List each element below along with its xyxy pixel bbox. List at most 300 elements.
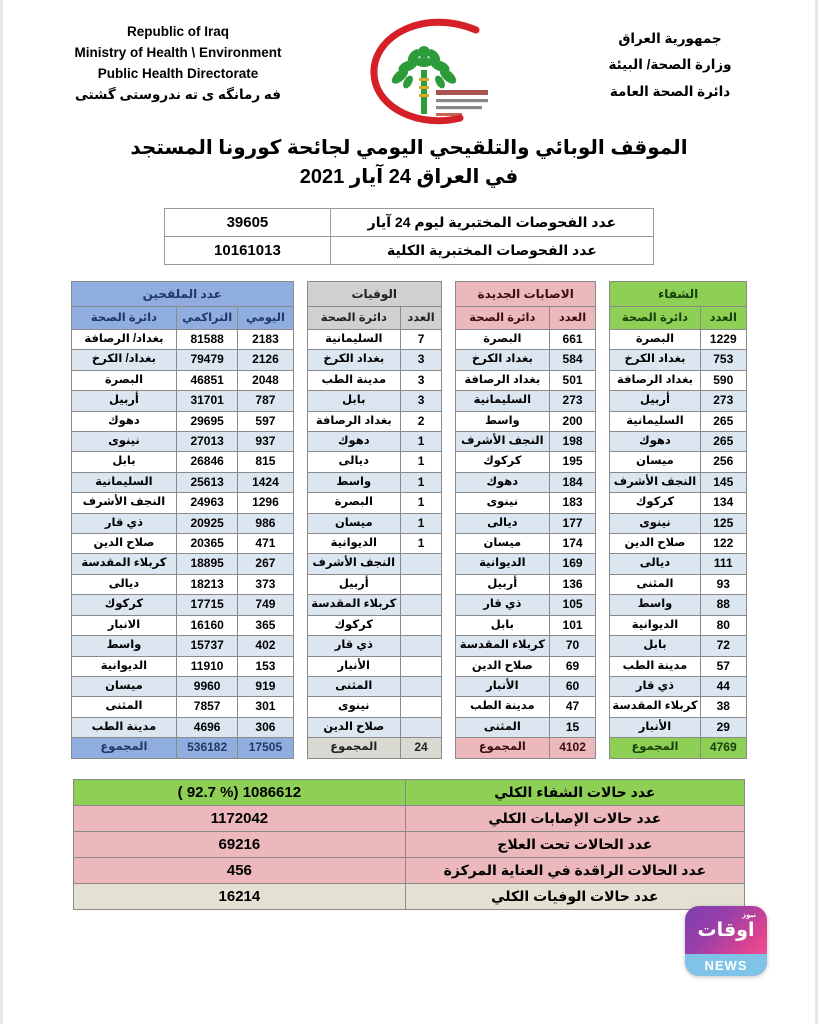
vaccination-cumulative: 11910	[176, 656, 238, 676]
recovered-col-district: دائرة الصحة	[610, 307, 700, 330]
vaccination-district: كركوك	[72, 595, 177, 615]
vaccination-district: بابل	[72, 452, 177, 472]
deaths-district: ديالى	[307, 452, 401, 472]
table-row	[455, 534, 595, 554]
table-row	[455, 432, 595, 452]
table-row	[455, 554, 595, 574]
table-row	[307, 411, 441, 431]
new_cases-count: 70	[549, 636, 596, 656]
table-row	[307, 574, 441, 594]
vaccination-district: بغداد/ الرصافة	[72, 330, 177, 350]
header-english-line-1: Republic of Iraq	[126, 24, 229, 39]
table-row	[307, 452, 441, 472]
vaccination-daily: 2126	[238, 350, 293, 370]
deaths-count: 1	[401, 493, 442, 513]
deaths-district: كركوك	[307, 615, 401, 635]
table-row	[72, 595, 294, 615]
table-row	[72, 411, 294, 431]
deaths-count: 3	[401, 350, 442, 370]
recovered-district: بابل	[610, 636, 700, 656]
new-cases-col-count: العدد	[549, 307, 596, 330]
recovered-district: البصرة	[610, 330, 700, 350]
recovered-total-count: 4769	[700, 738, 746, 758]
deaths-district: الأنبار	[307, 656, 401, 676]
table-row	[610, 656, 747, 676]
table-row	[72, 534, 294, 554]
header-arabic-line-1: جمهورية العراق	[618, 31, 722, 46]
tests-row-value: 10161013	[165, 237, 331, 265]
new_cases-count: 105	[549, 595, 596, 615]
table-total-row	[610, 738, 747, 758]
vaccination-group-header: عدد الملقحين	[72, 282, 294, 307]
recovered-district: كربلاء المقدسة	[610, 697, 700, 717]
recovered-col-count: العدد	[700, 307, 746, 330]
vaccination-cumulative: 25613	[176, 472, 238, 492]
vaccination-daily: 153	[238, 656, 293, 676]
table-row	[610, 472, 747, 492]
table-row	[455, 697, 595, 717]
new_cases-count: 60	[549, 676, 596, 696]
table-row	[72, 717, 294, 737]
header-arabic-line-2: وزارة الصحة/ البيئة	[608, 57, 732, 73]
vaccination-table	[71, 281, 294, 759]
vaccination-district: البصرة	[72, 370, 177, 390]
deaths-count: 1	[401, 432, 442, 452]
document-header	[3, 0, 815, 118]
watermark-brand-superscript: نيوز	[742, 912, 756, 919]
table-row	[307, 676, 441, 696]
new_cases-count: 136	[549, 574, 596, 594]
deaths-count	[401, 595, 442, 615]
new_cases-district: مدينة الطب	[455, 697, 549, 717]
vaccination-daily: 919	[238, 676, 293, 696]
deaths-count: 7	[401, 330, 442, 350]
table-row	[610, 595, 747, 615]
table-row	[610, 534, 747, 554]
table-row	[610, 615, 747, 635]
table-row	[455, 330, 595, 350]
new_cases-count: 169	[549, 554, 596, 574]
new_cases-count: 195	[549, 452, 596, 472]
table-row	[610, 636, 747, 656]
new_cases-district: كركوك	[455, 452, 549, 472]
deaths-total-label: المجموع	[307, 738, 401, 758]
table-row	[610, 432, 747, 452]
deaths-table	[307, 281, 442, 759]
table-row	[72, 370, 294, 390]
vaccination-cumulative: 20925	[176, 513, 238, 533]
table-row	[610, 513, 747, 533]
new_cases-district: بغداد الكرخ	[455, 350, 549, 370]
table-total-row	[72, 738, 294, 758]
new_cases-count: 200	[549, 411, 596, 431]
deaths-count: 1	[401, 452, 442, 472]
table-row	[72, 513, 294, 533]
table-total-row	[307, 738, 441, 758]
deaths-col-count: العدد	[401, 307, 442, 330]
vaccination-cumulative: 15737	[176, 636, 238, 656]
tests-row	[165, 237, 654, 265]
summary-row	[74, 805, 745, 831]
new_cases-count: 584	[549, 350, 596, 370]
recovered-count: 125	[700, 513, 746, 533]
table-row	[610, 676, 747, 696]
table-row	[72, 391, 294, 411]
table-total-row	[455, 738, 595, 758]
new_cases-district: نينوى	[455, 493, 549, 513]
deaths-district: واسط	[307, 472, 401, 492]
recovered-district: ديالى	[610, 554, 700, 574]
vaccination-daily: 373	[238, 574, 293, 594]
table-row	[610, 452, 747, 472]
vaccination-cumulative: 27013	[176, 432, 238, 452]
recovered-count: 145	[700, 472, 746, 492]
recovered-group-header: الشفاء	[610, 282, 747, 307]
vaccination-daily: 749	[238, 595, 293, 615]
deaths-district: صلاح الدين	[307, 717, 401, 737]
title-line-1: الموقف الوبائي والتلقيحي اليومي لجائحة كورونا المستجد	[130, 137, 688, 159]
new_cases-count: 174	[549, 534, 596, 554]
ministry-of-health-logo-icon	[364, 14, 514, 126]
recovered-count: 93	[700, 574, 746, 594]
vaccination-district: بغداد/ الكرخ	[72, 350, 177, 370]
summary-row-label: عدد حالات الشفاء الكلي	[405, 779, 744, 805]
recovered-count: 590	[700, 370, 746, 390]
vaccination-district: ميسان	[72, 676, 177, 696]
table-row	[72, 656, 294, 676]
new_cases-count: 69	[549, 656, 596, 676]
deaths-group-header: الوفيات	[307, 282, 441, 307]
deaths-count	[401, 676, 442, 696]
recovered-total-label: المجموع	[610, 738, 700, 758]
vaccination-daily: 471	[238, 534, 293, 554]
summary-row-value: 1086612 (% 92.7 )	[74, 779, 406, 805]
deaths-district: الديوانية	[307, 534, 401, 554]
table-row	[72, 452, 294, 472]
deaths-count: 1	[401, 513, 442, 533]
new_cases-count: 47	[549, 697, 596, 717]
table-row	[610, 554, 747, 574]
deaths-district: نينوى	[307, 697, 401, 717]
header-english-line-3: Public Health Directorate	[97, 65, 259, 81]
new_cases-district: ديالى	[455, 513, 549, 533]
vaccination-district: نينوى	[72, 432, 177, 452]
vaccination-district: النجف الأشرف	[72, 493, 177, 513]
new_cases-district: أربيل	[455, 574, 549, 594]
table-row	[610, 493, 747, 513]
recovered-count: 134	[700, 493, 746, 513]
table-row	[72, 676, 294, 696]
new_cases-count: 184	[549, 472, 596, 492]
recovered-count: 111	[700, 554, 746, 574]
table-row	[455, 472, 595, 492]
awqat-news-watermark-logo	[685, 906, 767, 976]
recovered-count: 122	[700, 534, 746, 554]
page-title	[3, 134, 815, 192]
recovered-count: 265	[700, 411, 746, 431]
vaccination-daily: 2048	[238, 370, 293, 390]
tests-row-value: 39605	[165, 209, 331, 237]
table-row	[72, 472, 294, 492]
deaths-district: بغداد الرصافة	[307, 411, 401, 431]
deaths-district: ذي قار	[307, 636, 401, 656]
vaccination-cumulative: 4696	[176, 717, 238, 737]
header-english-line-2: Ministry of Health \ Environment	[74, 44, 282, 60]
vaccination-daily: 402	[238, 636, 293, 656]
vaccination-col-district: دائرة الصحة	[72, 307, 177, 330]
table-row	[307, 554, 441, 574]
summary-row-label: عدد حالات الوفيات الكلي	[405, 883, 744, 909]
vaccination-district: المثنى	[72, 697, 177, 717]
table-row	[455, 513, 595, 533]
summary-row	[74, 779, 745, 805]
vaccination-district: كربلاء المقدسة	[72, 554, 177, 574]
deaths-col-district: دائرة الصحة	[307, 307, 401, 330]
deaths-count: 2	[401, 411, 442, 431]
vaccination-cumulative: 31701	[176, 391, 238, 411]
new-cases-group-header: الاصابات الجديدة	[455, 282, 595, 307]
vaccination-cumulative: 18895	[176, 554, 238, 574]
deaths-district: ميسان	[307, 513, 401, 533]
recovered-district: الديوانية	[610, 615, 700, 635]
recovered-count: 265	[700, 432, 746, 452]
new-cases-table	[455, 281, 596, 759]
table-row	[72, 697, 294, 717]
vaccination-daily: 365	[238, 615, 293, 635]
table-row	[307, 697, 441, 717]
new_cases-count: 101	[549, 615, 596, 635]
new_cases-count: 15	[549, 717, 596, 737]
table-row	[610, 411, 747, 431]
deaths-district: المثنى	[307, 676, 401, 696]
vaccination-district: السليمانية	[72, 472, 177, 492]
header-arabic-line-3: دائرة الصحة العامة	[609, 83, 731, 99]
vaccination-cumulative: 17715	[176, 595, 238, 615]
table-row	[72, 330, 294, 350]
watermark-brand-arabic	[685, 906, 767, 954]
recovered-count: 38	[700, 697, 746, 717]
deaths-count	[401, 615, 442, 635]
new_cases-district: الأنبار	[455, 676, 549, 696]
table-row	[307, 595, 441, 615]
table-row	[307, 656, 441, 676]
recovered-count: 80	[700, 615, 746, 635]
header-kurdish-line: فه رمانگه ى ته ندروستى گشتى	[75, 86, 281, 102]
table-row	[610, 717, 747, 737]
vaccination-cumulative: 29695	[176, 411, 238, 431]
vaccination-cumulative: 16160	[176, 615, 238, 635]
deaths-district: كربلاء المقدسة	[307, 595, 401, 615]
recovered-count: 1229	[700, 330, 746, 350]
watermark-brand-english: NEWS	[685, 954, 767, 976]
vaccination-cumulative: 7857	[176, 697, 238, 717]
table-row	[307, 432, 441, 452]
table-row	[610, 370, 747, 390]
recovered-district: واسط	[610, 595, 700, 615]
table-row	[455, 493, 595, 513]
new_cases-district: واسط	[455, 411, 549, 431]
vaccination-total-cumulative: 536182	[176, 738, 238, 758]
table-row	[455, 370, 595, 390]
new_cases-district: المثنى	[455, 717, 549, 737]
cumulative-summary-table	[73, 779, 745, 910]
summary-row-value: 1172042	[74, 805, 406, 831]
vaccination-total-daily: 17505	[238, 738, 293, 758]
recovered-district: بغداد الرصافة	[610, 370, 700, 390]
table-row	[72, 350, 294, 370]
vaccination-daily: 1424	[238, 472, 293, 492]
summary-row-label: عدد الحالات الراقدة في العناية المركزة	[405, 857, 744, 883]
recovered-district: المثنى	[610, 574, 700, 594]
table-row	[455, 411, 595, 431]
new_cases-district: دهوك	[455, 472, 549, 492]
vaccination-district: أربيل	[72, 391, 177, 411]
vaccination-district: الانبار	[72, 615, 177, 635]
recovered-district: الأنبار	[610, 717, 700, 737]
table-row	[72, 615, 294, 635]
summary-table-wrapper	[3, 779, 815, 910]
recovered-district: السليمانية	[610, 411, 700, 431]
recovered-count: 57	[700, 656, 746, 676]
summary-row-value: 69216	[74, 831, 406, 857]
vaccination-cumulative: 81588	[176, 330, 238, 350]
new_cases-count: 198	[549, 432, 596, 452]
recovered-district: النجف الأشرف	[610, 472, 700, 492]
table-row	[307, 513, 441, 533]
deaths-district: البصرة	[307, 493, 401, 513]
vaccination-daily: 2183	[238, 330, 293, 350]
table-row	[610, 330, 747, 350]
vaccination-daily: 267	[238, 554, 293, 574]
new-cases-col-district: دائرة الصحة	[455, 307, 549, 330]
vaccination-daily: 306	[238, 717, 293, 737]
vaccination-district: مدينة الطب	[72, 717, 177, 737]
recovered-count: 753	[700, 350, 746, 370]
deaths-count	[401, 554, 442, 574]
table-row	[455, 615, 595, 635]
recovered-district: دهوك	[610, 432, 700, 452]
table-row	[307, 636, 441, 656]
summary-row	[74, 857, 745, 883]
deaths-district: أربيل	[307, 574, 401, 594]
table-row	[72, 574, 294, 594]
watermark-brand-main: اوقات	[697, 919, 755, 941]
table-row	[455, 595, 595, 615]
table-row	[455, 350, 595, 370]
deaths-district: دهوك	[307, 432, 401, 452]
recovered-district: كركوك	[610, 493, 700, 513]
new_cases-district: الديوانية	[455, 554, 549, 574]
table-row	[307, 350, 441, 370]
vaccination-daily: 986	[238, 513, 293, 533]
recovered-district: نينوى	[610, 513, 700, 533]
table-row	[455, 391, 595, 411]
table-row	[455, 636, 595, 656]
new_cases-total-count: 4102	[549, 738, 596, 758]
table-row	[610, 391, 747, 411]
vaccination-daily: 301	[238, 697, 293, 717]
recovered-count: 72	[700, 636, 746, 656]
table-row	[455, 656, 595, 676]
vaccination-col-cumulative: التراكمي	[176, 307, 238, 330]
deaths-district: النجف الأشرف	[307, 554, 401, 574]
recovered-district: بغداد الكرخ	[610, 350, 700, 370]
vaccination-cumulative: 24963	[176, 493, 238, 513]
new_cases-count: 177	[549, 513, 596, 533]
vaccination-daily: 937	[238, 432, 293, 452]
lab-tests-table	[164, 208, 654, 265]
title-line-2: في العراق 24 آيار 2021	[299, 166, 519, 188]
table-row	[455, 676, 595, 696]
new_cases-district: كربلاء المقدسة	[455, 636, 549, 656]
recovered-district: مدينة الطب	[610, 656, 700, 676]
recovered-district: ذي قار	[610, 676, 700, 696]
table-row	[307, 615, 441, 635]
tests-row	[165, 209, 654, 237]
summary-row	[74, 831, 745, 857]
table-row	[72, 432, 294, 452]
table-row	[72, 554, 294, 574]
table-row	[307, 330, 441, 350]
vaccination-district: صلاح الدين	[72, 534, 177, 554]
vaccination-district: الديوانية	[72, 656, 177, 676]
new_cases-district: السليمانية	[455, 391, 549, 411]
new_cases-count: 273	[549, 391, 596, 411]
new_cases-district: النجف الأشرف	[455, 432, 549, 452]
new_cases-count: 661	[549, 330, 596, 350]
recovered-table	[609, 281, 747, 759]
table-row	[307, 717, 441, 737]
recovered-count: 256	[700, 452, 746, 472]
deaths-total-count: 24	[401, 738, 442, 758]
table-row	[307, 493, 441, 513]
recovered-district: صلاح الدين	[610, 534, 700, 554]
deaths-district: السليمانية	[307, 330, 401, 350]
tests-row-label: عدد الفحوصات المختبرية الكلية	[330, 237, 653, 265]
vaccination-cumulative: 9960	[176, 676, 238, 696]
recovered-district: أربيل	[610, 391, 700, 411]
new_cases-district: بابل	[455, 615, 549, 635]
vaccination-daily: 597	[238, 411, 293, 431]
vaccination-district: واسط	[72, 636, 177, 656]
vaccination-cumulative: 79479	[176, 350, 238, 370]
deaths-count: 3	[401, 370, 442, 390]
deaths-count	[401, 697, 442, 717]
vaccination-total-label: المجموع	[72, 738, 177, 758]
new_cases-district: البصرة	[455, 330, 549, 350]
deaths-count	[401, 717, 442, 737]
deaths-count	[401, 636, 442, 656]
table-row	[455, 717, 595, 737]
summary-row-value: 16214	[74, 883, 406, 909]
new_cases-district: ذي قار	[455, 595, 549, 615]
recovered-count: 88	[700, 595, 746, 615]
vaccination-district: ذي قار	[72, 513, 177, 533]
header-english-block	[33, 14, 323, 106]
table-row	[307, 534, 441, 554]
vaccination-district: دهوك	[72, 411, 177, 431]
deaths-district: مدينة الطب	[307, 370, 401, 390]
table-row	[72, 636, 294, 656]
new_cases-count: 183	[549, 493, 596, 513]
table-row	[455, 452, 595, 472]
vaccination-daily: 1296	[238, 493, 293, 513]
new_cases-district: ميسان	[455, 534, 549, 554]
deaths-count	[401, 574, 442, 594]
summary-row-label: عدد حالات الإصابات الكلي	[405, 805, 744, 831]
vaccination-cumulative: 46851	[176, 370, 238, 390]
tests-table-wrapper	[3, 208, 815, 265]
